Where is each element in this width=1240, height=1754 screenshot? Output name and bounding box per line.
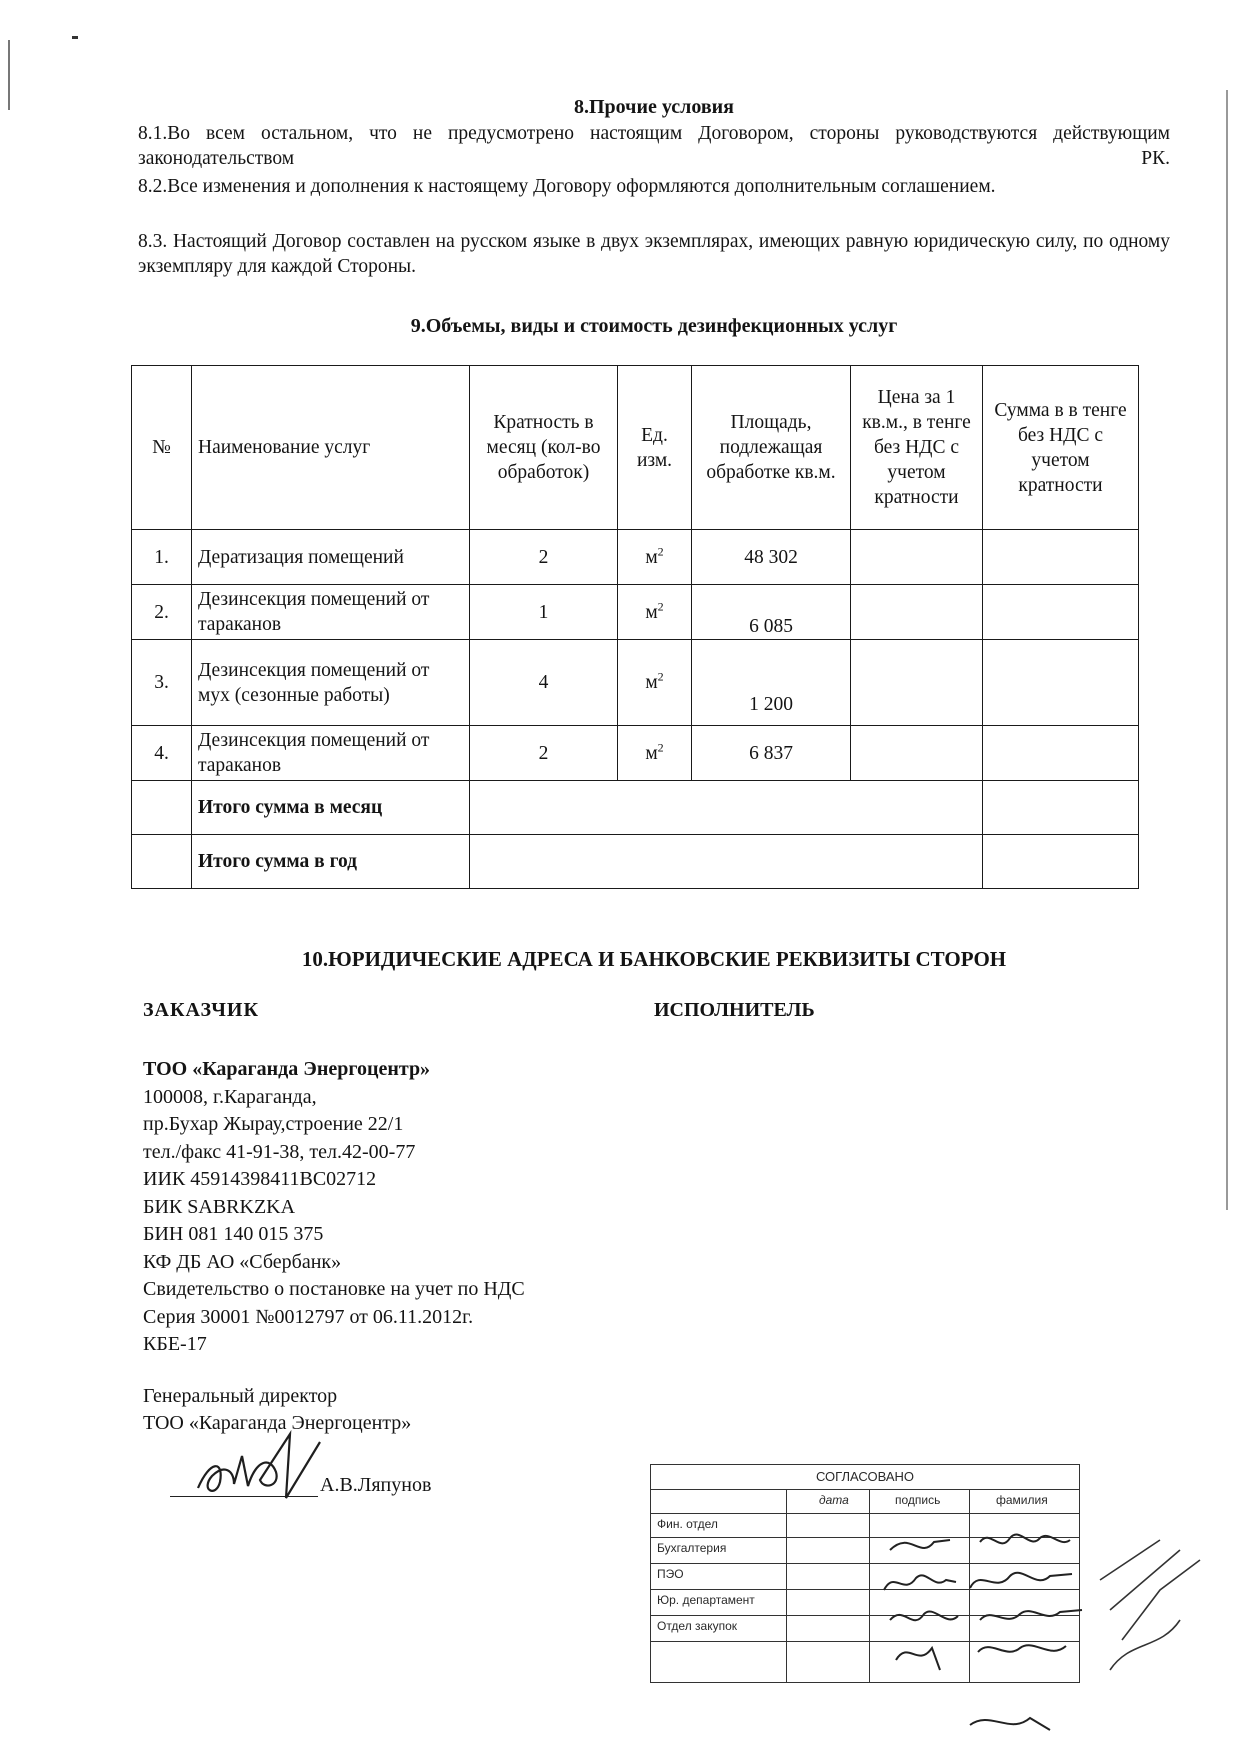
stamp-row-label: Фин. отдел (657, 1517, 718, 1531)
row-num: 2. (132, 585, 192, 640)
row-unit: $м^2$ (618, 640, 692, 726)
row-price (851, 530, 983, 585)
director-name: А.В.Ляпунов (320, 1474, 432, 1496)
stamp-row-label: Бухгалтерия (657, 1541, 727, 1555)
row-sum (983, 530, 1139, 585)
header-freq: Кратность в месяц (кол-во обработок) (470, 366, 618, 530)
row-freq: 2 (470, 530, 618, 585)
stamp-col-sign: подпись (895, 1493, 941, 1507)
contractor-label: ИСПОЛНИТЕЛЬ (654, 999, 815, 1021)
header-area: Площадь, подлежащая обработке кв.м. (692, 366, 851, 530)
row-sum (983, 726, 1139, 781)
requisite-line: КБЕ-17 (143, 1333, 207, 1355)
section-10-title: 10.ЮРИДИЧЕСКИЕ АДРЕСА И БАНКОВСКИЕ РЕКВИЗИТЫ СТОРОН (301, 947, 1007, 971)
requisite-line: Свидетельство о постановке на учет по НДС (143, 1278, 525, 1300)
total-month-row (132, 781, 1139, 835)
requisite-line: КФ ДБ АО «Сбербанк» (143, 1250, 342, 1273)
row-price (851, 640, 983, 726)
row-unit: $м^2$ (618, 585, 692, 640)
table-row (132, 585, 1139, 640)
row-freq: 2 (470, 726, 618, 781)
clause-8-3: 8.3. Настоящий Договор составлен на русском языке в двух экземплярах, имеющих равную юридическую силу, по одному экземпляру для каждой Стороны. (138, 231, 1170, 277)
row-name: Дезинсекция помещений от тараканов (192, 726, 470, 781)
requisite-line: ИИК 45914398411ВС02712 (143, 1168, 377, 1190)
requisite-line: БИН 081 140 015 375 (143, 1223, 324, 1245)
section-8-title: 8.Прочие условия (574, 96, 734, 118)
requisite-line: 100008, г.Караганда, (143, 1085, 317, 1108)
requisite-line: БИК SABRKZKA (143, 1195, 296, 1218)
total-month-value (470, 781, 983, 835)
table-row (132, 640, 1139, 726)
total-year-sum (983, 835, 1139, 889)
row-unit: $м^2$ (618, 530, 692, 585)
total-year-row (132, 835, 1139, 889)
section-9-title: 9.Объемы, виды и стоимость дезинфекционных услуг (410, 315, 898, 337)
row-price (851, 726, 983, 781)
stamp-row-label: ПЭО (657, 1567, 684, 1581)
requisite-line: Серия 30001 №0012797 от 06.11.2012г. (143, 1305, 474, 1328)
row-area: 6 085 (692, 585, 851, 640)
services-table (131, 365, 1139, 889)
row-num: 4. (132, 726, 192, 781)
header-num: № (132, 366, 192, 530)
row-sum (983, 640, 1139, 726)
row-name: Дезинсекция помещений от тараканов (192, 585, 470, 640)
total-year-value (470, 835, 983, 889)
row-name: Дезинсекция помещений от мух (сезонные работы) (192, 640, 470, 726)
total-month-num (132, 781, 192, 835)
table-header-row (132, 366, 1139, 530)
stamp-title: СОГЛАСОВАНО (815, 1469, 915, 1484)
customer-requisites (143, 1056, 525, 1359)
customer-label: ЗАКАЗЧИК (143, 999, 259, 1021)
row-name: Дератизация помещений (192, 530, 470, 585)
row-num: 3. (132, 640, 192, 726)
header-name: Наименование услуг (192, 366, 470, 530)
clause-8-1: 8.1.Во всем остальном, что не предусмотрено настоящим Договором, стороны руководствуются действующим законодательством РК. (138, 123, 1170, 169)
table-row (132, 530, 1139, 585)
total-month-sum (983, 781, 1139, 835)
header-price: Цена за 1 кв.м., в тенге без НДС с учетом кратности (851, 366, 983, 530)
director-title: Генеральный директор (143, 1385, 338, 1407)
stamp-row-label: Отдел закупок (657, 1619, 738, 1633)
row-freq: 1 (470, 585, 618, 640)
customer-company: ТОО «Караганда Энергоцентр» (143, 1058, 431, 1080)
stamp-col-surname: фамилия (996, 1493, 1048, 1507)
header-unit: Ед. изм. (618, 366, 692, 530)
stamp-row-label: Юр. департамент (657, 1593, 755, 1607)
row-sum (983, 585, 1139, 640)
stamp-col-date: дата (819, 1493, 849, 1507)
clause-8-2: 8.2.Все изменения и дополнения к настоящему Договору оформляются дополнительным соглашением. (138, 176, 996, 197)
row-unit: $м^2$ (618, 726, 692, 781)
total-month-label: Итого сумма в месяц (192, 781, 470, 835)
header-sum: Сумма в в тенге без НДС с учетом кратности (983, 366, 1139, 530)
director-company: ТОО «Караганда Энергоцентр» (143, 1412, 412, 1434)
requisite-line: тел./факс 41-91-38, тел.42-00-77 (143, 1140, 416, 1163)
row-area: 48 302 (692, 530, 851, 585)
row-area: 1 200 (692, 640, 851, 726)
row-area: 6 837 (692, 726, 851, 781)
total-year-num (132, 835, 192, 889)
scan-edge-right (1226, 90, 1228, 1210)
row-freq: 4 (470, 640, 618, 726)
row-price (851, 585, 983, 640)
director-signature-image (190, 1420, 340, 1510)
approval-signatures-image (860, 1520, 1220, 1750)
row-num: 1. (132, 530, 192, 585)
table-row (132, 726, 1139, 781)
requisite-line: пр.Бухар Жырау,строение 22/1 (143, 1113, 404, 1135)
scan-dot (72, 36, 78, 39)
scan-edge-left (8, 40, 10, 110)
total-year-label: Итого сумма в год (192, 835, 470, 889)
